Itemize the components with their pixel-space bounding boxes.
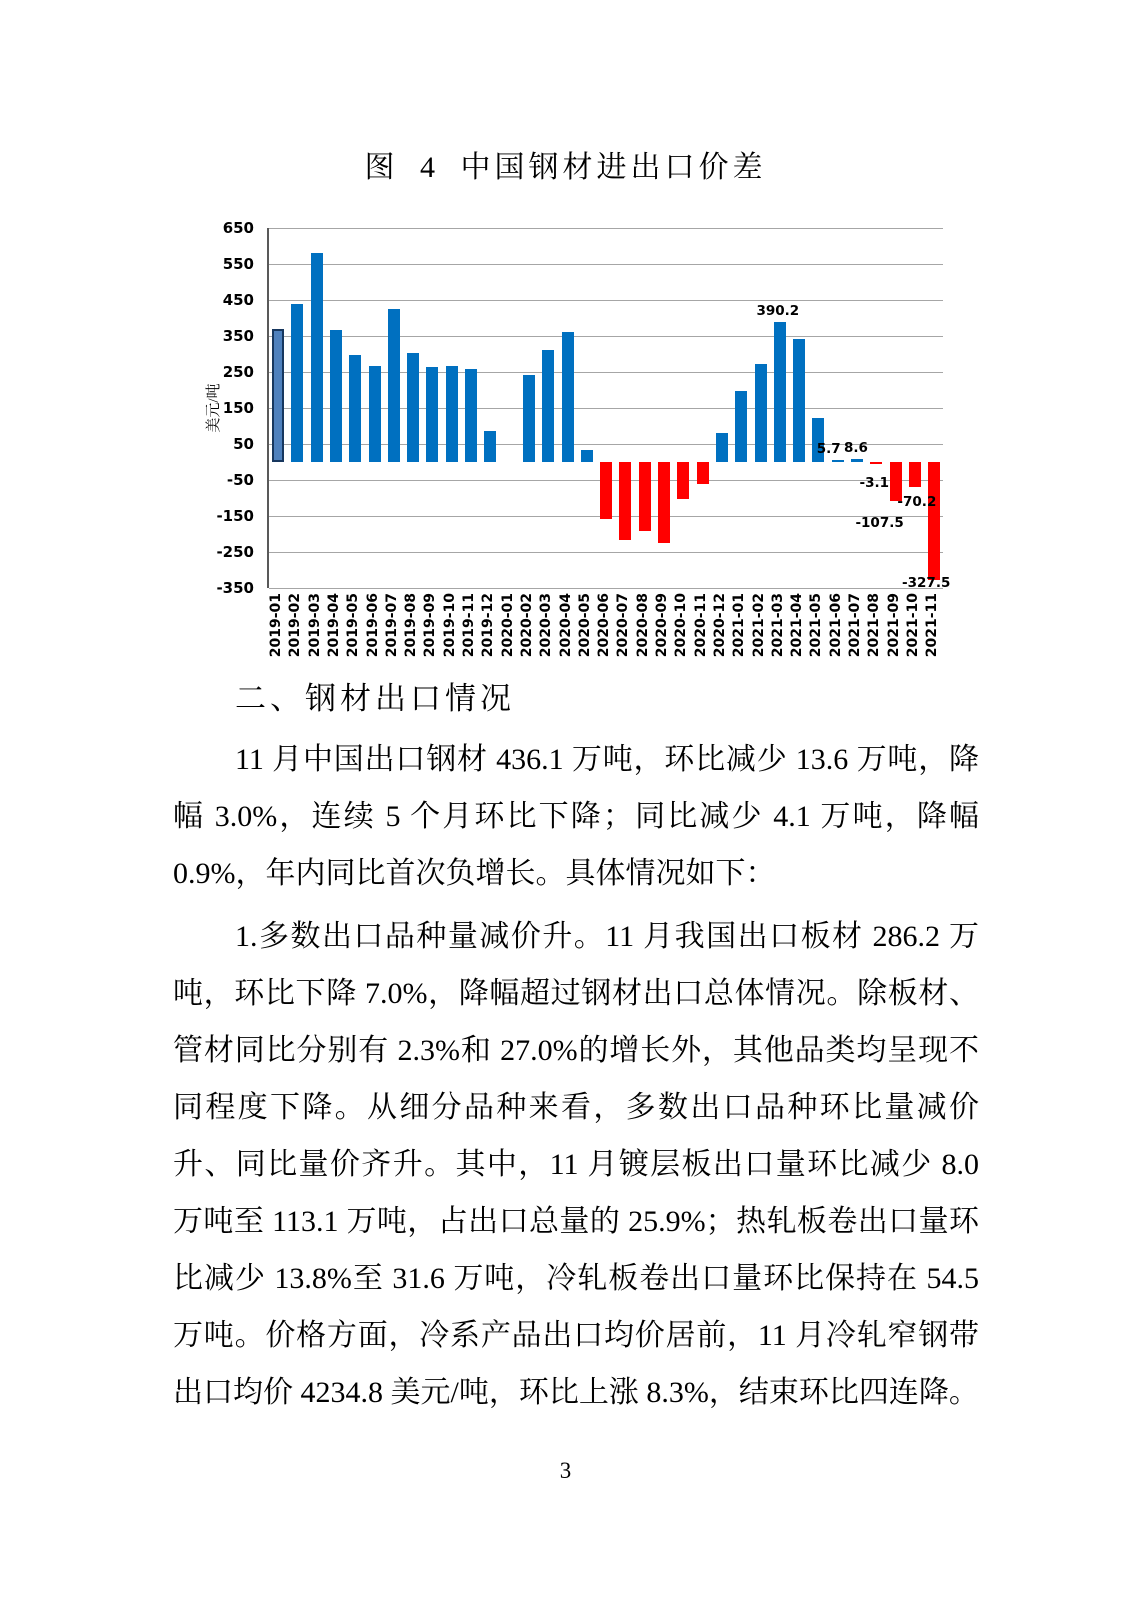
- gridline: [269, 228, 943, 229]
- figure-chart: [0, 0, 1131, 672]
- x-axis-tick-label: 2019-05: [345, 593, 362, 658]
- bar-2021-01: [735, 391, 747, 462]
- x-axis-tick-label: 2021-08: [866, 593, 883, 658]
- x-axis-tick-label: 2019-08: [403, 593, 420, 658]
- bar-2019-01: [272, 329, 284, 462]
- data-label-2021-11: -327.5: [902, 574, 951, 591]
- x-axis-tick-label: 2020-03: [538, 593, 555, 658]
- bar-2019-05: [349, 355, 361, 462]
- data-label-2021-07: 8.6: [844, 439, 868, 456]
- x-axis-tick-label: 2019-12: [480, 593, 497, 658]
- page-number: 3: [559, 1458, 572, 1483]
- bar-2020-11: [697, 462, 709, 484]
- x-axis-tick-label: 2021-07: [847, 593, 863, 658]
- bar-2021-06: [832, 460, 844, 462]
- bar-2019-11: [465, 369, 477, 462]
- x-axis-tick-label: 2020-10: [673, 593, 690, 658]
- x-axis-tick-label: 2019-01: [268, 593, 284, 658]
- x-axis-tick-label: 2021-01: [731, 593, 748, 658]
- bar-2021-08: [870, 462, 882, 464]
- bar-2021-07: [851, 459, 863, 462]
- y-axis-tick-label: 150: [222, 399, 254, 417]
- x-axis-tick-label: 2021-10: [904, 593, 921, 658]
- y-axis-tick-label: -150: [216, 507, 254, 525]
- y-axis-tick-label: 550: [222, 255, 254, 273]
- x-axis-tick-label: 2019-03: [306, 593, 323, 658]
- y-axis-tick-label: -250: [216, 543, 254, 561]
- gridline: [269, 264, 943, 265]
- x-axis-tick-label: 2020-11: [692, 593, 709, 658]
- bar-2019-07: [388, 309, 400, 462]
- gridline: [269, 552, 943, 553]
- y-axis-tick-label: 50: [233, 435, 254, 453]
- x-axis-tick-label: 2019-09: [422, 593, 439, 658]
- bar-2019-04: [330, 330, 342, 462]
- bar-2020-12: [716, 433, 728, 462]
- paragraph-export-summary: 11 月中国出口钢材 436.1 万吨，环比减少 13.6 万吨，降幅 3.0%，连续 5 个月环比下降；同比减少 4.1 万吨，降幅 0.9%，年内同比首次负增长。具体情况如下：: [173, 743, 979, 890]
- bar-2020-10: [677, 462, 689, 499]
- bar-2020-03: [542, 350, 554, 462]
- x-axis-tick-label: 2020-08: [634, 593, 651, 658]
- x-axis-tick-label: 2019-11: [461, 593, 477, 658]
- data-label-2021-10: -70.2: [897, 494, 937, 511]
- bar-2020-04: [562, 332, 574, 462]
- y-axis-tick-label: 650: [222, 219, 254, 237]
- x-axis-tick-label: 2020-01: [499, 593, 516, 658]
- y-axis-tick-label: 450: [222, 291, 254, 309]
- x-axis-tick-label: 2021-03: [769, 593, 786, 658]
- x-axis-tick-label: 2021-04: [789, 593, 806, 658]
- bar-2020-06: [600, 462, 612, 519]
- x-axis-tick-label: 2021-05: [808, 593, 825, 658]
- gridline: [269, 336, 943, 337]
- section-heading: 二、钢材出口情况: [235, 681, 515, 716]
- gridline: [269, 588, 943, 589]
- x-axis-tick-label: 2020-02: [518, 593, 535, 658]
- y-axis-tick-label: -350: [216, 579, 254, 597]
- bar-2021-03: [774, 322, 786, 462]
- bar-2019-12: [484, 431, 496, 462]
- y-axis-title: 美元/吨: [206, 383, 222, 433]
- bar-2019-02: [291, 304, 303, 462]
- x-axis-tick-label: 2019-02: [287, 593, 304, 658]
- data-label-2021-08: -3.1: [859, 475, 890, 492]
- bar-2019-06: [369, 366, 381, 462]
- plot-area: [267, 228, 943, 588]
- bar-2020-09: [658, 462, 670, 543]
- x-axis-tick-label: 2021-11: [924, 593, 941, 658]
- y-axis-tick-label: -50: [226, 471, 254, 489]
- bar-2020-07: [619, 462, 631, 540]
- bar-2019-09: [426, 367, 438, 462]
- bar-2020-02: [523, 375, 535, 462]
- y-axis-tick-label: 250: [222, 363, 254, 381]
- chart-title: 图 4 中国钢材进出口价差: [364, 151, 767, 184]
- x-axis-tick-label: 2019-07: [383, 593, 400, 658]
- x-axis-tick-label: 2020-05: [576, 593, 593, 658]
- gridline: [269, 300, 943, 301]
- x-axis-tick-label: 2020-12: [711, 593, 728, 658]
- bar-2019-03: [311, 253, 323, 462]
- bar-2021-11: [928, 462, 940, 580]
- x-axis-tick-label: 2021-06: [827, 593, 844, 658]
- data-label-2021-09: -107.5: [855, 514, 904, 531]
- bar-2020-08: [639, 462, 651, 531]
- x-axis-tick-label: 2020-04: [557, 593, 574, 658]
- x-axis-tick-label: 2021-09: [885, 593, 902, 658]
- x-axis-tick-label: 2020-09: [654, 593, 670, 658]
- bar-2019-08: [407, 353, 419, 462]
- y-axis-tick-label: 350: [222, 327, 254, 345]
- data-label-2021-06: 5.7: [816, 440, 841, 457]
- bar-2020-05: [581, 450, 593, 462]
- bar-2019-10: [446, 366, 458, 462]
- paragraph-export-detail: 1.多数出口品种量减价升。11 月我国出口板材 286.2 万吨，环比下降 7.0%，降幅超过钢材出口总体情况。除板材、管材同比分别有 2.3%和 27.0%的增长外，其他品类均呈现不同程度下降。从细分品种来看，多数出口品种环比量减价升、同比量价齐升。其中，11 月镀层板出口量环比减少 8.0 万吨至 113.1 万吨，占出口总量的 25.9%；热轧板卷出口量环比减少 13.8%至 31.6 万吨，冷轧板卷出口量环比保持在 54.5 万吨。价格方面，冷系产品出口均价居前，11 月冷轧窄钢带出口均价 4234.8 美元/吨，环比上涨 8.3%，结束环比四连降。: [173, 920, 979, 1409]
- x-axis-tick-label: 2019-10: [441, 593, 458, 658]
- x-axis-tick-label: 2020-07: [615, 593, 632, 658]
- x-axis-tick-label: 2019-06: [364, 593, 381, 658]
- x-axis-tick-label: 2021-02: [750, 593, 767, 658]
- data-label-2021-03: 390.2: [756, 302, 800, 319]
- bar-2021-02: [755, 364, 767, 462]
- x-axis-tick-label: 2020-06: [596, 593, 613, 658]
- x-axis-tick-label: 2019-04: [325, 593, 342, 658]
